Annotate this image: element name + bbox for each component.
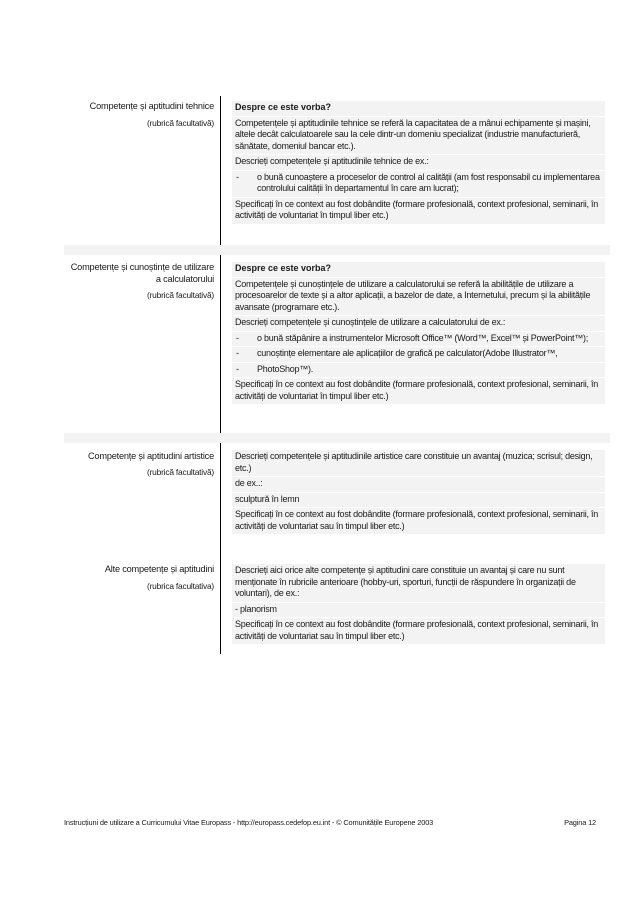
column-divider xyxy=(220,96,221,654)
list-item xyxy=(232,332,605,347)
section-title: Competențe și aptitudini artistice xyxy=(88,451,214,461)
list-item xyxy=(232,363,605,378)
section-note: (rubrică facultativă) xyxy=(146,467,214,477)
section-note: (rubrica facultativa) xyxy=(146,580,214,591)
section-content xyxy=(232,450,605,535)
content-specify: Specificați în ce context au fost dobândite (formare profesională, context profesional, seminarii, în activități de voluntariat sau în timpul liber etc.) xyxy=(232,618,605,644)
list-item xyxy=(232,347,605,362)
list-item-text: cunoștințe elementare ale aplicațiilor de grafică pe calculator(Adobe Illustrator™, xyxy=(257,348,558,358)
page-footer xyxy=(64,818,596,827)
content-heading: Despre ce este vorba? xyxy=(232,101,605,116)
bullet-marker: - xyxy=(236,348,239,358)
section-title: Alte competențe și aptitudini xyxy=(104,564,214,574)
section-note: (rubrică facultativă) xyxy=(146,290,214,300)
content-specify: Specificați în ce context au fost dobândite (formare profesională, context profesional, seminarii, în activități de voluntariat în timpul liber etc.) xyxy=(232,378,605,404)
bullet-marker: - xyxy=(236,363,239,374)
page-number: Pagina 12 xyxy=(564,818,596,827)
section-label xyxy=(64,101,214,129)
section-label xyxy=(64,450,214,479)
content-intro: Descrieți competențele și aptitudinile artistice care constituie un avantaj (muzica; scrisul; design, etc.) xyxy=(232,450,605,476)
section-content xyxy=(232,262,605,405)
content-example-label: de ex..: xyxy=(232,477,605,492)
section-content xyxy=(232,564,605,645)
content-intro: Competențele și cunoștințele de utilizare a calculatorului se referă la abilitățile de utilizare a procesoarelor de texte și a altor aplicații, a bazelor de date, a Internetului, precum și la abilitățile avansate (programare etc.). xyxy=(232,278,605,316)
section-content xyxy=(232,101,605,225)
list-item-text: o bună stăpânire a instrumentelor Microsoft Office™ (Word™, Excel™ și PowerPoint™); xyxy=(257,332,589,343)
list-item xyxy=(232,171,605,197)
content-intro: Competențele și aptitudinile tehnice se referă la capacitatea de a mânui echipamente și mașini, altele decât calculatoarele sau la cele dintr-un domeniu specializat (industrie manufacturieră, sănătate, domeniul bancar etc.). xyxy=(232,117,605,155)
list-item-text: o bună cunoaștere a proceselor de control al calității (am fost responsabil cu implementarea controlului calității în departamentul în care am lucrat); xyxy=(257,171,600,193)
section-title: Competențe și aptitudini tehnice xyxy=(89,101,214,111)
content-describe: Descrieți competențele și aptitudinile tehnice de ex.: xyxy=(232,155,605,170)
content-specify: Specificați în ce context au fost dobândite (formare profesională, context profesional, seminarii, în activități de voluntariat sau în timpul liber etc.) xyxy=(232,508,605,534)
content-specify: Specificați în ce context au fost dobândite (formare profesională, context profesional, seminarii, în activități de voluntariat în timpul liber etc.) xyxy=(232,198,605,224)
section-label xyxy=(64,262,214,302)
section-title: Competențe și cunoștințe de utilizare a calculatorului xyxy=(70,262,214,284)
bullet-marker: - xyxy=(236,332,239,343)
section-separator xyxy=(64,245,610,255)
section-label xyxy=(64,564,214,592)
content-intro: Descrieți aici orice alte competențe și aptitudini care constituie un avantaj și care nu sunt menționate în rubricile anterioare (hobby-uri, sporturi, funcții de răspundere în organizații de voluntari), de ex.: xyxy=(232,564,605,602)
content-example: - planorism xyxy=(232,603,605,618)
list-item-text: PhotoShop™). xyxy=(257,363,314,374)
section-separator xyxy=(64,433,610,443)
footer-text: Instrucțiuni de utilizare a Curricumului Vitae Europass - http://europass.cedefop.eu.int - © Comunitățile Europene 2003 xyxy=(64,818,434,827)
section-note: (rubrică facultativă) xyxy=(146,117,214,128)
content-heading: Despre ce este vorba? xyxy=(232,262,605,277)
bullet-marker: - xyxy=(236,171,239,182)
content-example: sculptură în lemn xyxy=(232,493,605,508)
content-describe: Descrieți competențele și cunoștințele de utilizare a calculatorului de ex.: xyxy=(232,316,605,331)
